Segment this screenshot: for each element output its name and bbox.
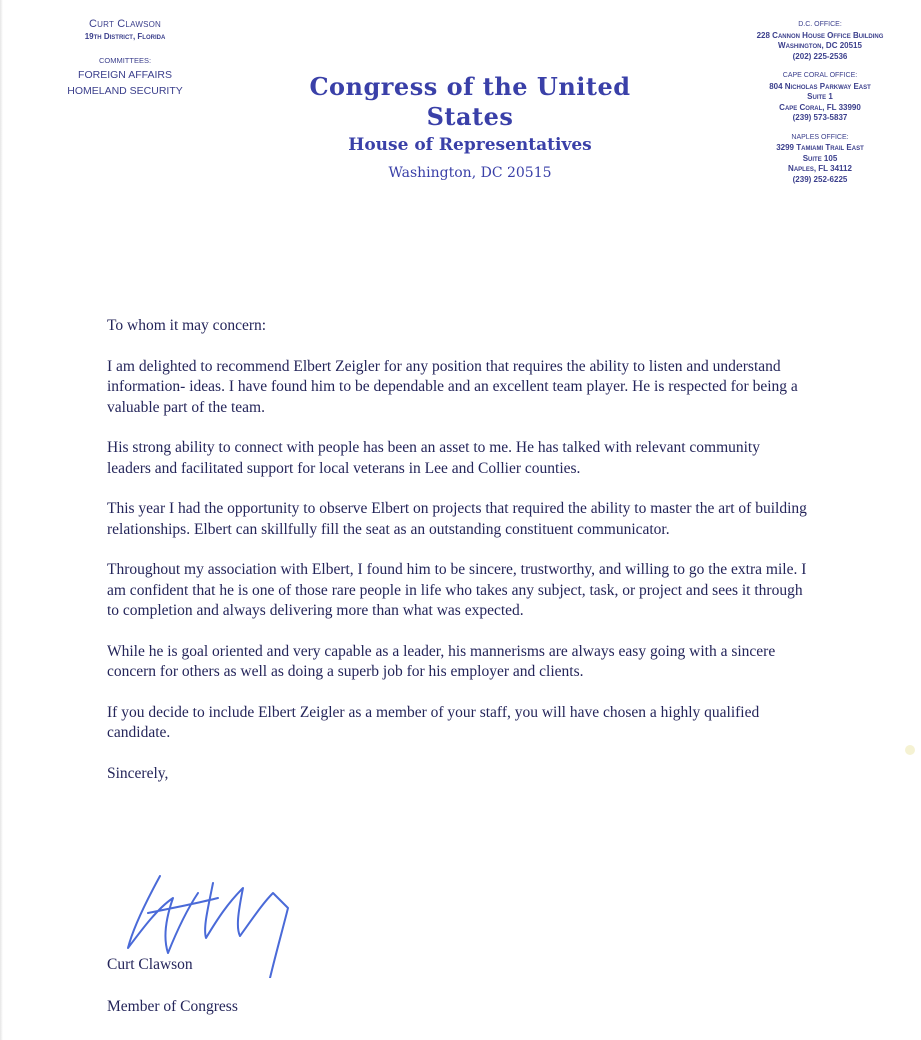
letterhead-offices [720,20,920,194]
office-phone: (239) 573-5837 [792,113,848,122]
letterhead-title: Congress of the United States [309,72,631,131]
office-line: Suite 1 [807,92,833,101]
paragraph-2: His strong ability to connect with people has been an asset to me. He has talked with relevant community leaders and facilitated support for local veterans in Lee and Collier counties. [107,439,760,477]
paragraph-5: While he is goal oriented and very capable as a leader, his mannerisms are always easy going with a sincere concern for others as well as doing a superb job for his employer and clients. [107,642,776,680]
office-line: 3299 Tamiami Trail East [776,143,864,152]
letterhead-center [270,72,670,183]
letterhead-subtitle: House of Representatives [348,135,592,155]
office-line: 228 Cannon House Office Building [756,30,884,40]
committee-homeland-security: HOMELAND SECURITY [67,85,183,97]
office-line: Washington, DC 20515 [778,41,862,50]
office-line: Suite 105 [802,153,838,163]
office-heading: D.C. OFFICE: [798,21,842,28]
office-heading: NAPLES OFFICE: [791,133,849,141]
letterhead-city: Washington, DC 20515 [388,165,552,181]
office-dc [720,20,920,62]
member-name: Curt Clawson [88,18,162,30]
signer-title: Member of Congress [107,998,238,1015]
closing: Sincerely, [107,764,169,782]
office-naples [720,133,920,186]
salutation: To whom it may concern: [107,317,267,334]
office-cape-coral [720,71,920,124]
letterhead-left [40,18,210,97]
office-heading: CAPE CORAL OFFICE: [782,72,858,79]
office-line: Cape Coral, FL 33990 [779,102,861,112]
scan-edge [0,0,3,1040]
signer-name: Curt Clawson [107,956,193,973]
letter-body [107,316,807,804]
paragraph-3: This year I had the opportunity to observe Elbert on projects that required the ability to master the art of building relationships. Elbert can skillfully fill the seat as an outstanding constituent communicator. [107,500,807,538]
committee-foreign-affairs: FOREIGN AFFAIRS [78,69,172,81]
office-phone: (239) 252-6225 [792,174,848,184]
office-line: 804 Nicholas Parkway East [769,81,871,91]
committees-label: COMMITTEES: [98,56,152,65]
office-phone: (202) 225-2536 [792,51,848,61]
office-line: Naples, FL 34112 [788,164,852,173]
paragraph-4: Throughout my association with Elbert, I found him to be sincere, trustworthy, and willing to go the extra mile. I am confident that he is one of those rare people in life who takes any subject, task, or project and sees it through to completion and always delivering more than what was expected. [107,561,807,619]
scan-speck [905,745,915,755]
paragraph-1: I am delighted to recommend Elbert Zeigler for any position that requires the ability to listen and understand information- ideas. I have found him to be dependable and an excellent team player. He is respected for being a valuable part of the team. [107,357,798,416]
paragraph-6: If you decide to include Elbert Zeigler as a member of your staff, you will have chosen a highly qualified candidate. [107,703,760,741]
member-district: 19th District, Florida [84,32,166,41]
